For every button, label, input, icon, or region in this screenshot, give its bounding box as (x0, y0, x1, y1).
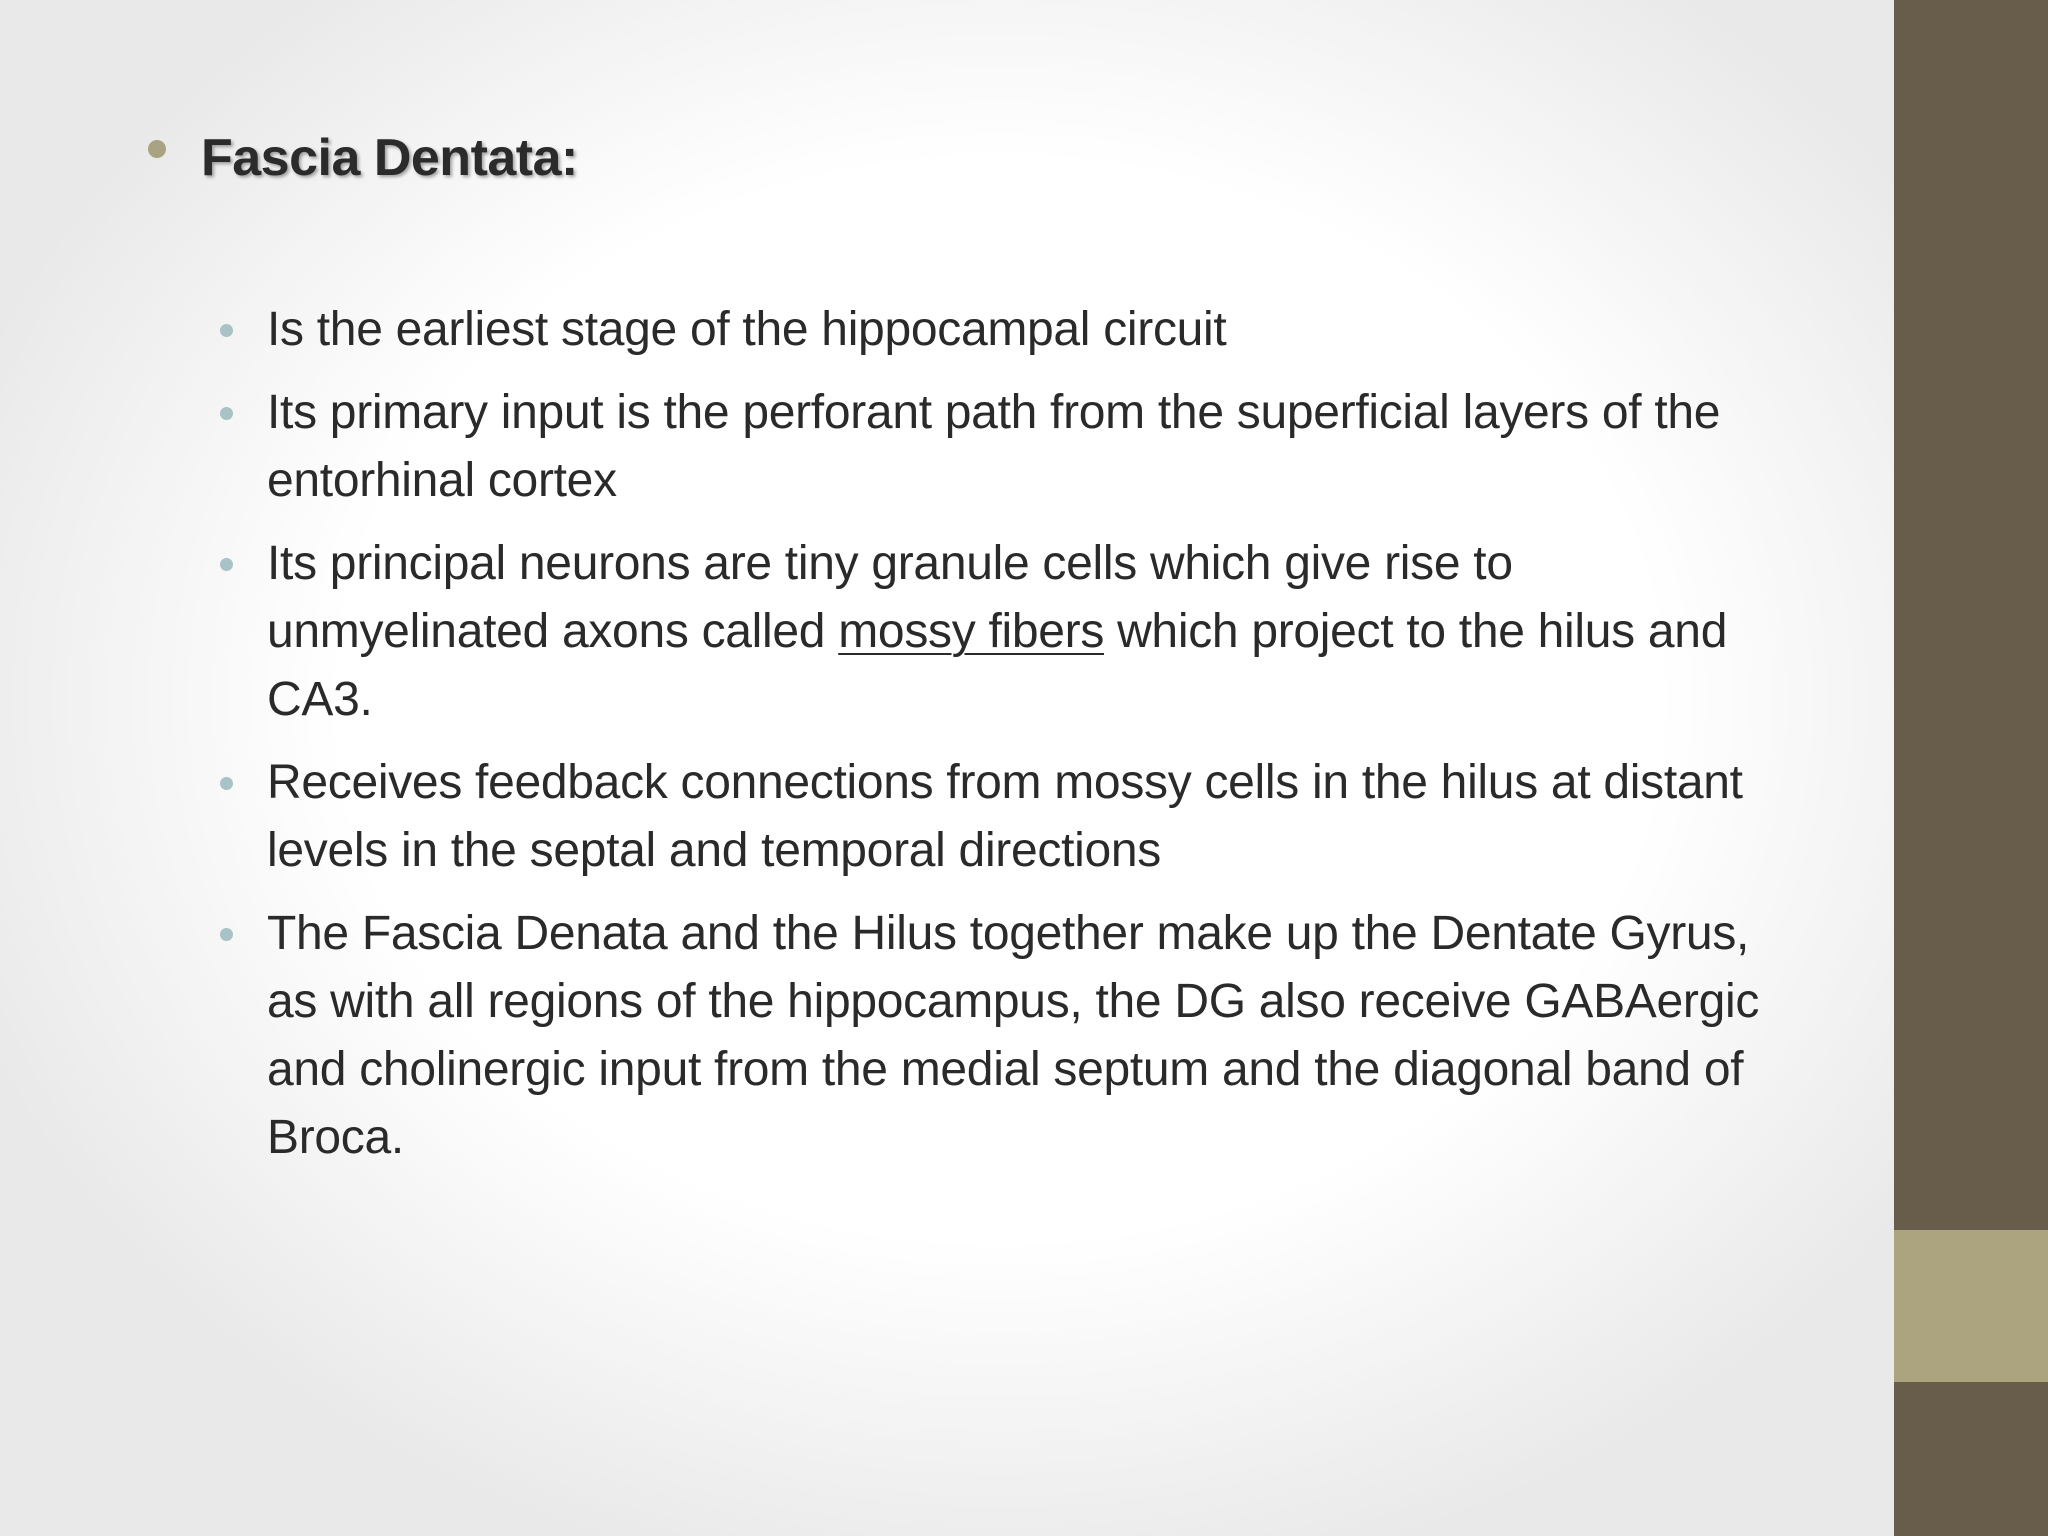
bullet-icon (220, 558, 233, 571)
list-item (140, 530, 1800, 734)
list-item-text: The Fascia Denata and the Hilus together make up the Dentate Gyrus, as with all regions of the hippocampus, the DG also receive GABAergic and cholinergic input from the medial septum and the diagonal band of Broca. (267, 907, 1760, 1164)
bullet-icon (220, 407, 233, 420)
list-item (140, 900, 1800, 1172)
side-decoration-accent (1894, 1230, 2048, 1382)
bullet-list (140, 296, 1800, 1187)
list-item-text-after: which project to the hilus and CA3. (267, 605, 1728, 726)
list-item-text: Receives feedback connections from mossy cells in the hilus at distant levels in the septal and temporal directions (267, 756, 1743, 877)
bullet-icon (220, 777, 233, 790)
slide-heading: Fascia Dentata: (201, 129, 578, 187)
bullet-icon (220, 324, 233, 337)
heading-row (140, 118, 1800, 198)
list-item (140, 379, 1800, 515)
bullet-icon (220, 928, 233, 941)
mossy-fibers-underlined-term: mossy fibers (838, 605, 1105, 658)
list-item (140, 749, 1800, 885)
list-item (140, 296, 1800, 364)
list-item-text-before: Its principal neurons are tiny granule cells which give rise to unmyelinated axons called (267, 537, 1513, 658)
list-item-text: Is the earliest stage of the hippocampal circuit (267, 303, 1227, 356)
slide-content (140, 118, 1800, 1164)
list-item-text: Its primary input is the perforant path from the superficial layers of the entorhinal cortex (267, 386, 1721, 507)
heading-bullet-icon (148, 140, 166, 158)
